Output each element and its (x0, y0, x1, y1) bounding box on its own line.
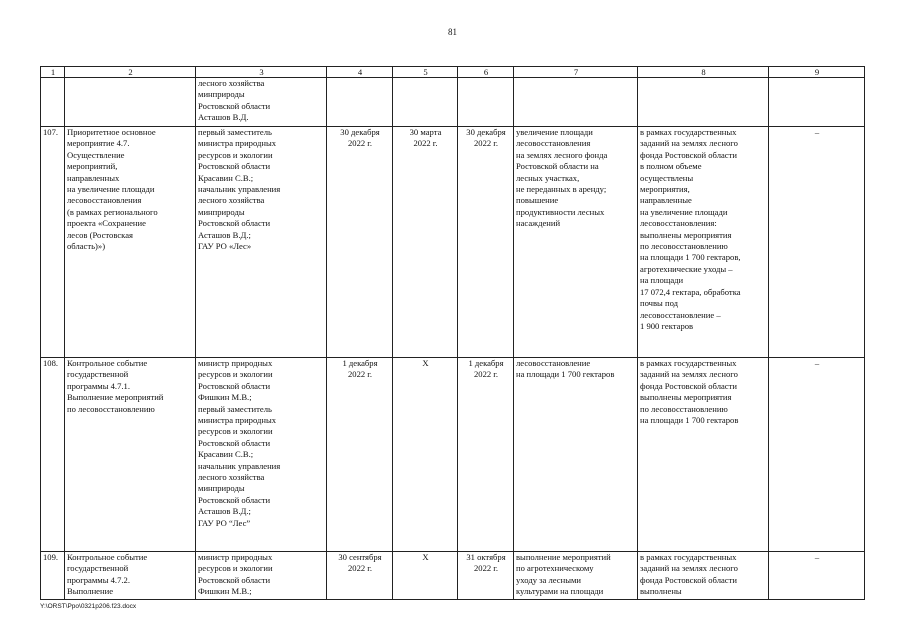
actual-date (458, 78, 514, 127)
column-header: 5 (393, 67, 458, 78)
planned-result: выполнение мероприятий по агротехническому уходу за лесными культурами на площади (514, 552, 638, 600)
measure-name: Контрольное событие государственной программы 4.7.1. Выполнение мероприятий по лесовосстановлению (65, 358, 196, 552)
column-header: 8 (638, 67, 769, 78)
note: – (769, 358, 865, 552)
planned-result: увеличение площади лесовосстановления на землях лесного фонда Ростовской области на лесных участках, не переданных в аренду; повышение продуктивности лесных насаждений (514, 127, 638, 358)
responsible-executor: министр природных ресурсов и экологии Ростовской области Фишкин М.В.; (196, 552, 327, 600)
column-header: 2 (65, 67, 196, 78)
responsible-executor: лесного хозяйства минприроды Ростовской области Асташов В.Д. (196, 78, 327, 127)
control-date: Х (393, 552, 458, 600)
table-row (41, 358, 865, 552)
file-path-footer: Y:\ORST\Ppo\0321p206.f23.docx (40, 603, 137, 610)
row-number: 109. (41, 552, 65, 600)
responsible-executor: первый заместитель министра природных ресурсов и экологии Ростовской области Красавин С.В.; начальник управления лесного хозяйства минприроды Ростовской области Асташов В.Д.; ГАУ РО «Лес» (196, 127, 327, 358)
column-header: 6 (458, 67, 514, 78)
note (769, 78, 865, 127)
planned-result (514, 78, 638, 127)
column-header: 3 (196, 67, 327, 78)
row-number: 108. (41, 358, 65, 552)
row-number: 107. (41, 127, 65, 358)
column-header: 9 (769, 67, 865, 78)
measure-name: Контрольное событие государственной программы 4.7.2. Выполнение (65, 552, 196, 600)
column-number-row (41, 67, 865, 78)
actual-date: 1 декабря 2022 г. (458, 358, 514, 552)
measure-name: Приоритетное основное мероприятие 4.7. Осуществление мероприятий, направленных на увеличение площади лесовосстановления (в рамках регионального проекта «Сохранение лесов (Ростовская область)») (65, 127, 196, 358)
control-date: Х (393, 358, 458, 552)
actual-result: в рамках государственных заданий на землях лесного фонда Ростовской области выполнены (638, 552, 769, 600)
planned-date: 30 сентября 2022 г. (327, 552, 393, 600)
planned-result: лесовосстановление на площади 1 700 гектаров (514, 358, 638, 552)
planned-date (327, 78, 393, 127)
note: – (769, 127, 865, 358)
actual-date: 31 октября 2022 г. (458, 552, 514, 600)
measure-name (65, 78, 196, 127)
table-row (41, 552, 865, 600)
page-number: 81 (448, 27, 457, 37)
responsible-executor: министр природных ресурсов и экологии Ростовской области Фишкин М.В.; первый заместитель министра природных ресурсов и экологии Ростовской области Красавин С.В.; начальник управления лесного хозяйства минприроды Ростовской области Асташов В.Д.; ГАУ РО “Лес” (196, 358, 327, 552)
planned-date: 30 декабря 2022 г. (327, 127, 393, 358)
actual-result (638, 78, 769, 127)
actual-date: 30 декабря 2022 г. (458, 127, 514, 358)
planned-date: 1 декабря 2022 г. (327, 358, 393, 552)
row-number (41, 78, 65, 127)
actual-result: в рамках государственных заданий на землях лесного фонда Ростовской области выполнены мероприятия по лесовосстановлению на площади 1 700 гектаров (638, 358, 769, 552)
table-row (41, 127, 865, 358)
control-date: 30 марта 2022 г. (393, 127, 458, 358)
column-header: 4 (327, 67, 393, 78)
column-header: 7 (514, 67, 638, 78)
column-header: 1 (41, 67, 65, 78)
note: – (769, 552, 865, 600)
actual-result: в рамках государственных заданий на землях лесного фонда Ростовской области в полном объеме осуществлены мероприятия, направленные на увеличение площади лесовосстановления: выполнены мероприятия по лесовосстановлению на площади 1 700 гектаров, агротехнические уходы – на площади 17 072,4 гектара, обработка почвы под лесовосстановление – 1 900 гектаров (638, 127, 769, 358)
table-row (41, 78, 865, 127)
control-date (393, 78, 458, 127)
report-table (40, 66, 865, 600)
